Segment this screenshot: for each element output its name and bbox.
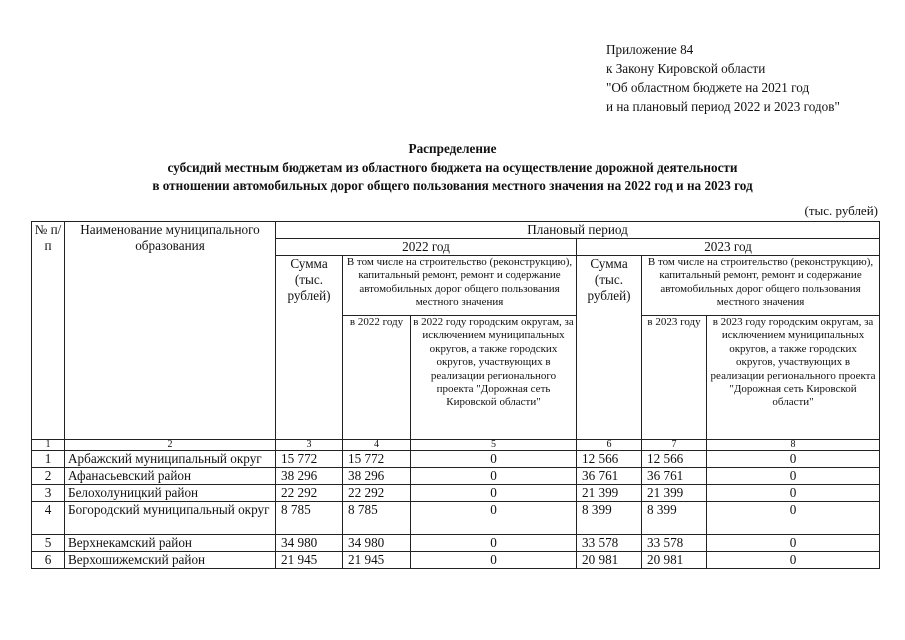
table-row [32,552,880,569]
roads-2023: 12 566 [642,451,707,468]
urban-2023: 0 [707,552,880,569]
municipality-name: Верхнекамский район [65,535,276,552]
sum-2022: 22 292 [276,485,343,502]
header-in-2023: в 2023 году [642,316,707,440]
header-urban-2023: в 2023 году городским округам, за исключением муниципальных округов, а также городских округов, участвующих в реализации регионального проекта "Дорожная сеть Кировской области" [707,316,880,440]
column-number: 7 [642,440,707,451]
table-row [32,451,880,468]
sum-2022: 21 945 [276,552,343,569]
column-number: 4 [343,440,411,451]
municipality-name: Арбажский муниципальный округ [65,451,276,468]
header-year-2022: 2022 год [276,239,577,256]
sum-2023: 12 566 [577,451,642,468]
table-row [32,502,880,535]
municipality-name: Белохолуницкий район [65,485,276,502]
roads-2023: 21 399 [642,485,707,502]
urban-2022: 0 [411,451,577,468]
heading-subtitle: субсидий местным бюджетам из областного бюджета на осуществление дорожной деятельности [167,159,738,175]
column-number: 1 [32,440,65,451]
roads-2022: 15 772 [343,451,411,468]
appendix-line: "Об областном бюджете на 2021 год [606,80,810,95]
appendix-line: к Закону Кировской области [606,61,766,76]
roads-2023: 8 399 [642,502,707,535]
row-number: 3 [32,485,65,502]
urban-2022: 0 [411,468,577,485]
sum-2023: 33 578 [577,535,642,552]
sum-2023: 36 761 [577,468,642,485]
table-row [32,535,880,552]
municipality-name: Верхошижемский район [65,552,276,569]
roads-2022: 34 980 [343,535,411,552]
urban-2022: 0 [411,535,577,552]
heading-subtitle: в отношении автомобильных дорог общего пользования местного значения на 2022 год и на 2023 год [152,178,753,193]
urban-2023: 0 [707,468,880,485]
appendix-note [606,40,840,116]
roads-2022: 8 785 [343,502,411,535]
column-number: 8 [707,440,880,451]
urban-2023: 0 [707,502,880,535]
header-number: № п/п [32,222,65,440]
sum-2023: 20 981 [577,552,642,569]
column-number: 6 [577,440,642,451]
column-number-row [32,440,880,451]
urban-2022: 0 [411,485,577,502]
sum-2023: 8 399 [577,502,642,535]
row-number: 2 [32,468,65,485]
header-planned-period: Плановый период [276,222,880,239]
urban-2023: 0 [707,451,880,468]
document-heading [0,140,905,196]
roads-2023: 20 981 [642,552,707,569]
municipality-name: Афанасьевский район [65,468,276,485]
header-including-2023: В том числе на строительство (реконструкцию), капитальный ремонт, ремонт и содержание автомобильных дорог общего пользования местного значения [642,256,880,316]
urban-2022: 0 [411,552,577,569]
header-urban-2022: в 2022 году городским округам, за исключением муниципальных округов, а также городских округов, участвующих в реализации регионального проекта "Дорожная сеть Кировской области" [411,316,577,440]
appendix-line: и на плановый период 2022 и 2023 годов" [606,99,840,114]
units-note: (тыс. рублей) [804,203,878,218]
sum-2022: 8 785 [276,502,343,535]
sum-2022: 34 980 [276,535,343,552]
row-number: 6 [32,552,65,569]
column-number: 5 [411,440,577,451]
sum-2022: 38 296 [276,468,343,485]
roads-2022: 21 945 [343,552,411,569]
header-name: Наименование муниципального образования [65,222,276,440]
heading-title: Распределение [408,141,497,156]
column-number: 3 [276,440,343,451]
urban-2022: 0 [411,502,577,535]
table-row [32,468,880,485]
header-sum-2023: Сумма (тыс. рублей) [577,256,642,440]
roads-2022: 22 292 [343,485,411,502]
column-number: 2 [65,440,276,451]
roads-2023: 36 761 [642,468,707,485]
urban-2023: 0 [707,535,880,552]
header-sum-2022: Сумма (тыс. рублей) [276,256,343,440]
header-year-2023: 2023 год [577,239,880,256]
municipality-name: Богородский муниципальный округ [65,502,276,535]
row-number: 1 [32,451,65,468]
row-number: 4 [32,502,65,535]
sum-2023: 21 399 [577,485,642,502]
subsidy-table [31,221,880,569]
urban-2023: 0 [707,485,880,502]
table-row [32,485,880,502]
sum-2022: 15 772 [276,451,343,468]
roads-2023: 33 578 [642,535,707,552]
roads-2022: 38 296 [343,468,411,485]
row-number: 5 [32,535,65,552]
header-in-2022: в 2022 году [343,316,411,440]
header-including-2022: В том числе на строительство (реконструкцию), капитальный ремонт, ремонт и содержание автомобильных дорог общего пользования местного значения [343,256,577,316]
appendix-line: Приложение 84 [606,42,694,57]
